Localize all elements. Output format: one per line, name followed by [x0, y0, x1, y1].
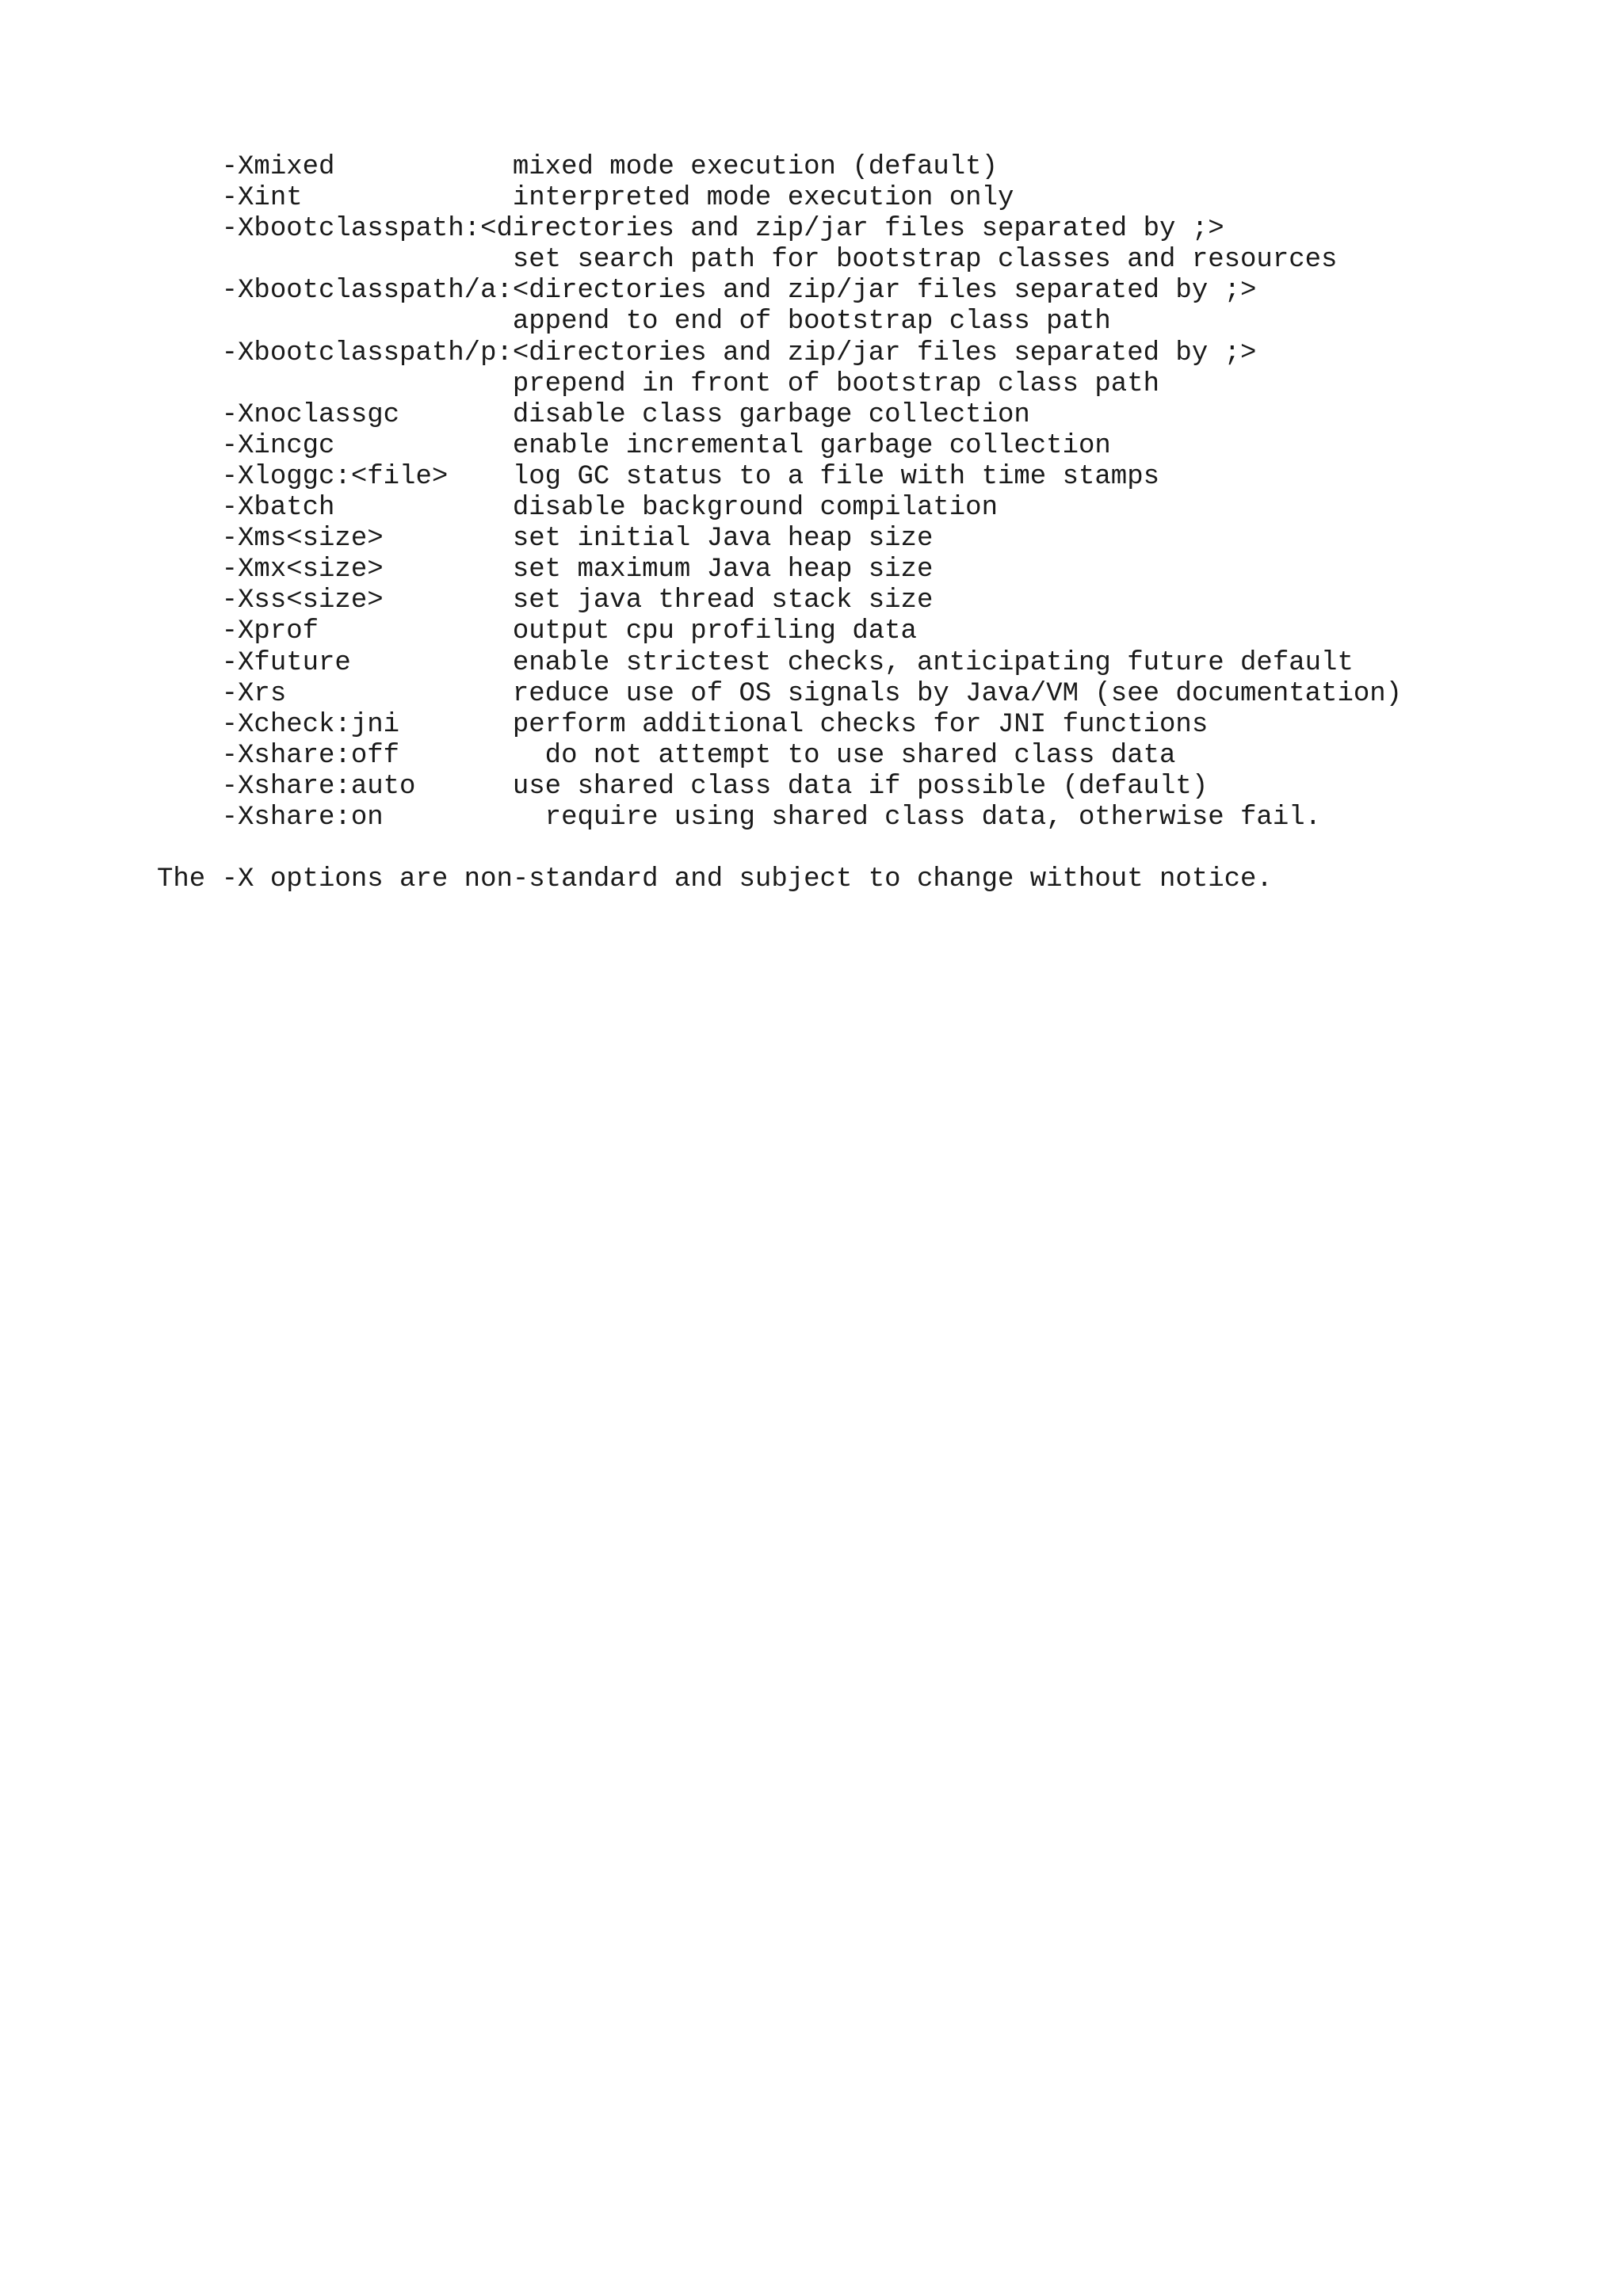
option-desc-xbootclasspath-p: prepend in front of bootstrap class path: [157, 368, 1160, 399]
option-line-xcheck-jni: -Xcheck:jni perform additional checks for JNI functions: [157, 709, 1209, 740]
option-line-xint: -Xint interpreted mode execution only: [157, 183, 1014, 214]
option-desc-xbootclasspath: set search path for bootstrap classes and resources: [157, 245, 1338, 276]
options-text: [157, 152, 1402, 895]
option-line-xms: -Xms<size> set initial Java heap size: [157, 524, 934, 555]
option-desc-xbootclasspath-a: append to end of bootstrap class path: [157, 307, 1111, 338]
option-line-xincgc: -Xincgc enable incremental garbage collection: [157, 430, 1111, 461]
option-line-xshare-on: -Xshare:on require using shared class data, otherwise fail.: [157, 802, 1322, 833]
footer-note: The -X options are non-standard and subject to change without notice.: [157, 864, 1273, 895]
option-line-xshare-auto: -Xshare:auto use shared class data if possible (default): [157, 771, 1209, 802]
option-line-xss: -Xss<size> set java thread stack size: [157, 585, 934, 616]
option-line-xbootclasspath-a: -Xbootclasspath/a:<directories and zip/jar files separated by ;>: [157, 276, 1257, 307]
option-line-xshare-off: -Xshare:off do not attempt to use shared class data: [157, 740, 1176, 771]
option-line-xmx: -Xmx<size> set maximum Java heap size: [157, 555, 934, 585]
option-line-xnoclassgc: -Xnoclassgc disable class garbage collection: [157, 399, 1030, 430]
option-line-xbootclasspath: -Xbootclasspath:<directories and zip/jar files separated by ;>: [157, 214, 1224, 245]
option-line-xloggc: -Xloggc:<file> log GC status to a file with time stamps: [157, 461, 1160, 492]
option-line-xrs: -Xrs reduce use of OS signals by Java/VM (see documentation): [157, 678, 1403, 709]
option-line-xbootclasspath-p: -Xbootclasspath/p:<directories and zip/jar files separated by ;>: [157, 338, 1257, 368]
option-line-xmixed: -Xmixed mixed mode execution (default): [157, 152, 998, 182]
blank-line: [157, 833, 1402, 864]
option-line-xfuture: -Xfuture enable strictest checks, anticipating future default: [157, 647, 1354, 678]
option-line-xbatch: -Xbatch disable background compilation: [157, 493, 998, 524]
option-line-xprof: -Xprof output cpu profiling data: [157, 616, 917, 647]
